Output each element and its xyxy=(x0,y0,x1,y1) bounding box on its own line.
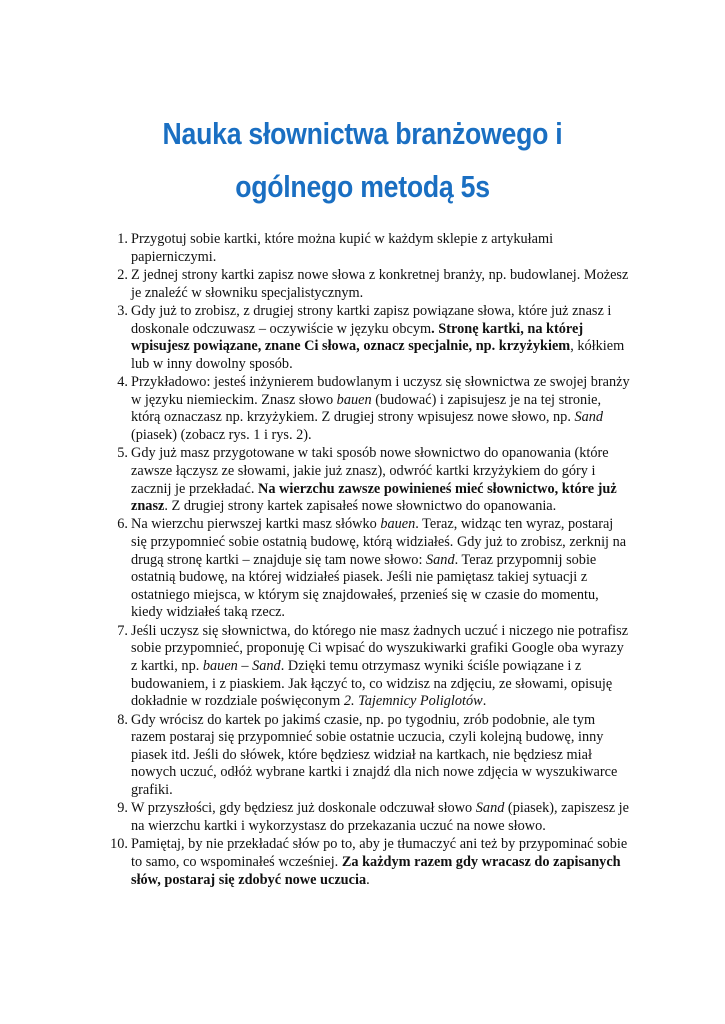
steps-list xyxy=(110,231,631,890)
list-item xyxy=(117,800,631,835)
item-italic-text: Sand xyxy=(426,551,455,568)
list-item xyxy=(117,516,631,622)
item-number: 6. xyxy=(117,516,128,533)
item-text: (piasek) (zobacz rys. 1 i rys. 2). xyxy=(131,426,312,443)
title-line-1: Nauka słownictwa branżowego i xyxy=(162,115,563,151)
list-item xyxy=(117,231,631,266)
item-number: 2. xyxy=(117,266,128,283)
item-number: 10. xyxy=(110,836,128,853)
item-text: Jeśli uczysz się słownictwa, do którego nie masz żadnych uczuć i niczego nie potrafisz sobie przypomnieć, proponuję Ci wpisać do wyszukiwarki grafiki Google oba wyrazy z kartki, np. xyxy=(131,622,629,675)
item-italic-text: Sand xyxy=(475,800,505,817)
item-text: Gdy już to zrobisz, z drugiej strony kartki zapisz powiązane słowa, które już znasz i doskonale odczuwasz – oczywiście w języku obcym xyxy=(131,302,612,337)
list-item xyxy=(117,711,631,800)
item-text: (budować) i zapisujesz je na tej stronie, którą oznaczasz np. krzyżykiem. Z drugiej strony wpisujesz nowe słowo, np. xyxy=(131,391,602,426)
item-italic-text: 2. Tajemnicy Poliglotów xyxy=(343,693,483,710)
item-italic-text: bauen – Sand xyxy=(202,658,281,675)
item-text: . Teraz, widząc ten wyraz, postaraj się przypomnieć sobie ostatnią budowę, którą widziałeś. Gdy już to zrobisz, zerknij na drugą stronę kartki – znajduje się tam nowe słowo: xyxy=(131,516,627,568)
item-number: 9. xyxy=(117,800,128,817)
item-number: 3. xyxy=(117,302,128,319)
list-item xyxy=(117,622,631,711)
item-text: Przykładowo: jesteś inżynierem budowlanym i uczysz się słownictwa ze swojej branży w języku niemieckim. Znasz słowo xyxy=(131,374,630,408)
item-text: Z jednej strony kartki zapisz nowe słowa z konkretnej branży, np. budowlanej. Możesz je znaleźć w słowniku specjalistycznym. xyxy=(131,266,629,301)
item-text: W przyszłości, gdy będziesz już doskonale odczuwał słowo xyxy=(131,800,476,817)
item-text: . Z drugiej strony kartek zapisałeś nowe słownictwo do opanowania. xyxy=(164,498,557,515)
page-title xyxy=(51,107,675,213)
item-bold-text: . Stronę kartki, na której wpisujesz powiązane, znane Ci słowa, oznacz specjalnie, np. krzyżykiem xyxy=(131,320,584,355)
item-text: . Dzięki temu otrzymasz wyniki ściśle powiązane i z budowaniem, i z piaskiem. Jak łączyć to, co widzisz na zdjęciu, ze słowami, opisuję dokładnie w rozdziale poświęconym xyxy=(131,658,613,710)
list-item xyxy=(117,302,631,373)
item-text: Gdy już masz przygotowane w taki sposób nowe słownictwo do opanowania (które zawsze łączysz ze słowami, jakie już znasz), odwróć kartki krzyżykiem do góry i zacznij je przekładać. xyxy=(131,445,609,497)
item-number: 4. xyxy=(117,374,128,391)
item-text: Przygotuj sobie kartki, które można kupić w każdym sklepie z artykułami papierniczymi. xyxy=(131,231,554,265)
item-text: , kółkiem lub w inny dowolny sposób. xyxy=(131,338,625,372)
item-text: Pamiętaj, by nie przekładać słów po to, aby je tłumaczyć ani też by przypominać sobie to samo, co wspominałeś wcześniej. xyxy=(131,836,628,870)
item-number: 7. xyxy=(117,622,128,639)
item-text: Gdy wrócisz do kartek po jakimś czasie, np. po tygodniu, zrób podobnie, ale tym razem postaraj się przypomnieć sobie ostatnie uczucia, czyli kolejną budowę, inny piasek itd. Jeśli do słówek, które będziesz widział na kartkach, nie będziesz miał nowych uczuć, odłóż wybrane kartki i znajdź dla nich nowe zdjęcia w wyszukiwarce grafiki. xyxy=(131,711,618,798)
item-number: 5. xyxy=(117,445,128,462)
item-italic-text: Sand xyxy=(574,409,604,426)
list-item xyxy=(117,374,631,444)
item-text: . xyxy=(482,693,487,710)
item-number: 8. xyxy=(117,711,128,728)
list-item xyxy=(117,266,631,302)
item-text: . Teraz przypomnij sobie ostatnią budowę, na której widziałeś piasek. Jeśli nie pamiętasz takiej sytuacji z ostatniego miejsca, w którym się znajdowałeś, przenieś się w czasie do momentu, kiedy widziałeś taką rzecz. xyxy=(131,551,599,621)
item-bold-text: Na wierzchu zawsze powinieneś mieć słownictwo, które już znasz xyxy=(131,480,617,515)
item-bold-text: Za każdym razem gdy wracasz do zapisanych słów, postaraj się zdobyć nowe uczucia xyxy=(131,853,621,888)
item-text: . xyxy=(366,871,370,888)
list-item xyxy=(117,445,631,515)
list-item xyxy=(110,836,631,889)
item-italic-text: bauen xyxy=(336,391,372,408)
title-line-2: ogólnego metodą 5s xyxy=(235,168,490,204)
item-text: (piasek), zapiszesz je na wierzchu kartki i wykorzystasz do przekazania uczuć na nowe słowo. xyxy=(131,800,629,834)
item-number: 1. xyxy=(117,231,128,247)
item-italic-text: bauen xyxy=(380,516,416,533)
item-text: Na wierzchu pierwszej kartki masz słówko xyxy=(131,516,381,533)
